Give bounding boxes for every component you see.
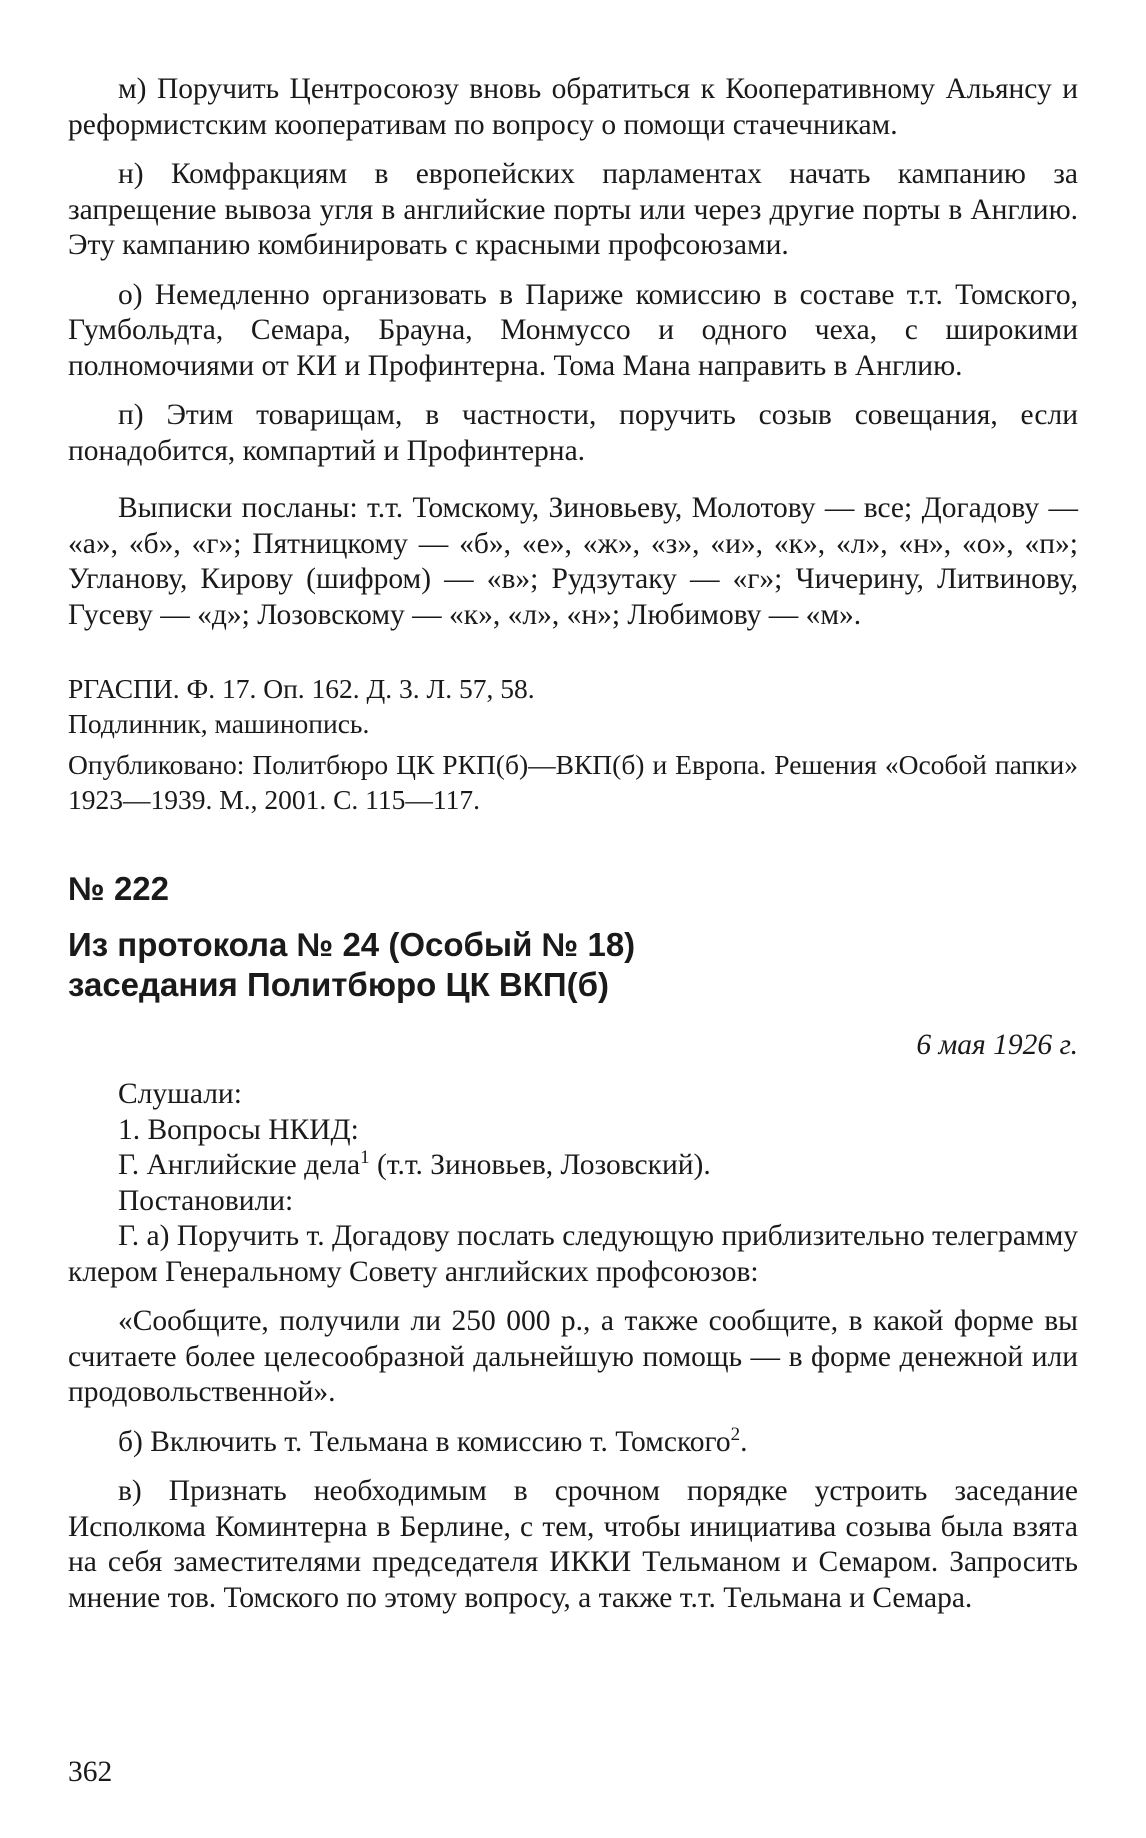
resolution-b-text: б) Включить т. Тельмана в комиссию т. Томского [118,1425,731,1458]
item-m: м) Поручить Центросоюзу вновь обратиться к Кооперативному Альянсу и реформистским кооперативам по вопросу о помощи стачечникам. [68,73,1078,141]
item-n: н) Комфракциям в европейских парламентах начать кампанию за запрещение вывоза угля в английские порты или через другие порты в Англию. Эту кампанию комбинировать с красными профсоюзами. [68,158,1078,261]
document-title [68,925,1078,1005]
resolution-b [68,1425,1078,1461]
source-archive: РГАСПИ. Ф. 17. Оп. 162. Д. 3. Л. 57, 58. [68,673,535,704]
heard-item-1: 1. Вопросы НКИД: [118,1113,359,1146]
source-original: Подлинник, машинопись. [68,708,370,739]
heard-item-g-tail: (т.т. Зиновьев, Лозовский). [369,1149,711,1181]
resolved-label: Постановили: [118,1184,294,1217]
page-number: 362 [68,1756,113,1788]
item-o: о) Немедленно организовать в Париже комиссию в составе т.т. Томского, Гумбольдта, Семара, Брауна, Монмуссо и одного чеха, с широкими полномочиями от КИ и Профинтерна. Тома Мана направить в Англию. [68,278,1078,382]
heard-item-g [68,1148,1078,1184]
footnote-ref-1: 1 [360,1147,370,1169]
source-published: Опубликовано: Политбюро ЦК РКП(б)—ВКП(б) и Европа. Решения «Особой папки» 1923—1939. М., 2001. С. 115—117. [68,749,1078,815]
telegram-text: «Сообщите, получили ли 250 000 р., а также сообщите, в какой форме вы считаете более целесообразной дальнейшую помощь — в форме денежной или продовольственной». [68,1305,1078,1408]
document-date: 6 мая 1926 г. [916,1029,1078,1061]
footnote-ref-2: 2 [730,1423,741,1445]
page-body [68,72,1078,1616]
excerpts-sent: Выписки посланы: т.т. Томскому, Зиновьеву, Молотову — все; Догадову — «а», «б», «г»; Пятницкому — «б», «е», «ж», «з», «и», «к», «л», «н», «о», «п»; Угланову, Кирову (шифром) — «в»; Рудзутаку — «г»; Чичерину, Литвинову, Гусеву — «д»; Лозовскому — «к», «л», «н»; Любимову — «м». [68,492,1078,631]
resolution-a: Г. а) Поручить т. Догадову послать следующую приблизительно телеграмму клером Генеральному Совету английских профсоюзов: [68,1220,1078,1288]
document-title-line-2: заседания Политбюро ЦК ВКП(б) [68,966,609,1003]
heard-item-g-text: Г. Английские дела [118,1149,361,1181]
document-number: № 222 [68,870,170,907]
resolution-b-tail: . [740,1425,748,1458]
heard-label: Слушали: [118,1078,242,1110]
item-p: п) Этим товарищам, в частности, поручить созыв совещания, если понадобится, компартий и Профинтерна. [68,399,1078,467]
document-title-line-1: Из протокола № 24 (Особый № 18) [68,926,636,963]
resolution-v: в) Признать необходимым в срочном порядке устроить заседание Исполкома Коминтерна в Берлине, с тем, чтобы инициатива созыва была взята на себя заместителями председателя ИККИ Тельманом и Семаром. Запросить мнение тов. Томского по этому вопросу, а также т.т. Тельмана и Семара. [68,1475,1078,1614]
